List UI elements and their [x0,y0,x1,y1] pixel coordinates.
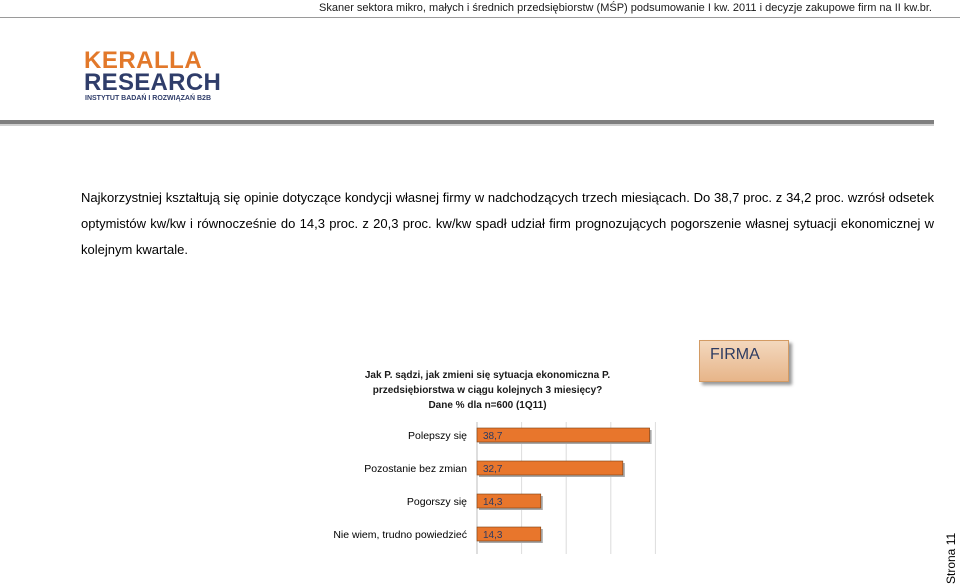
document-header-title: Skaner sektora mikro, małych i średnich przedsiębiorstw (MŚP) podsumowanie I kw. 2011 i decyzje zakupowe firm na II kw.br. [319,2,932,14]
category-label: Pogorszy się [406,496,467,508]
survey-question [330,368,645,413]
header-rule [0,17,960,18]
page-number: Strona 11 [944,532,958,584]
keralla-research-logo [84,47,222,105]
body-paragraph: Najkorzystniej kształtują się opinie dotyczące kondycji własnej firmy w nadchodzących trzech miesiącach. Do 38,7 proc. z 34,2 proc. wzrósł odsetek optymistów kw/kw i równocześnie do 14,3 proc. z 20,3 proc. kw/kw spadł udział firm prognozujących pogorszenie własnej sytuacji ekonomicznej w kolejnym kwartale. [81,190,934,257]
question-sample-note: Dane % dla n=600 (1Q11) [428,400,547,411]
logo-line-research: RESEARCH [84,69,222,96]
firma-badge [699,340,789,382]
bar-value-label: 14,3 [483,497,503,508]
logo-line-keralla: KERALLA [84,47,203,74]
section-divider-shadow [0,124,934,126]
question-line-1: Jak P. sądzi, jak zmieni się sytuacja ekonomiczna P. [364,370,611,381]
category-label: Pozostanie bez zmian [364,463,467,475]
category-label: Polepszy się [408,430,467,442]
bar-value-label: 32,7 [483,464,503,475]
logo-tagline: INSTYTUT BADAŃ I ROZWIĄZAŃ B2B [85,95,211,102]
bar [477,428,650,442]
bar-value-label: 38,7 [483,431,503,442]
question-line-2: przedsiębiorstwa w ciągu kolejnych 3 miesięcy? [372,385,603,396]
bar-chart [320,420,720,560]
category-label: Nie wiem, trudno powiedzieć [333,529,467,541]
firma-badge-label: FIRMA [710,346,760,363]
bar-value-label: 14,3 [483,530,503,541]
